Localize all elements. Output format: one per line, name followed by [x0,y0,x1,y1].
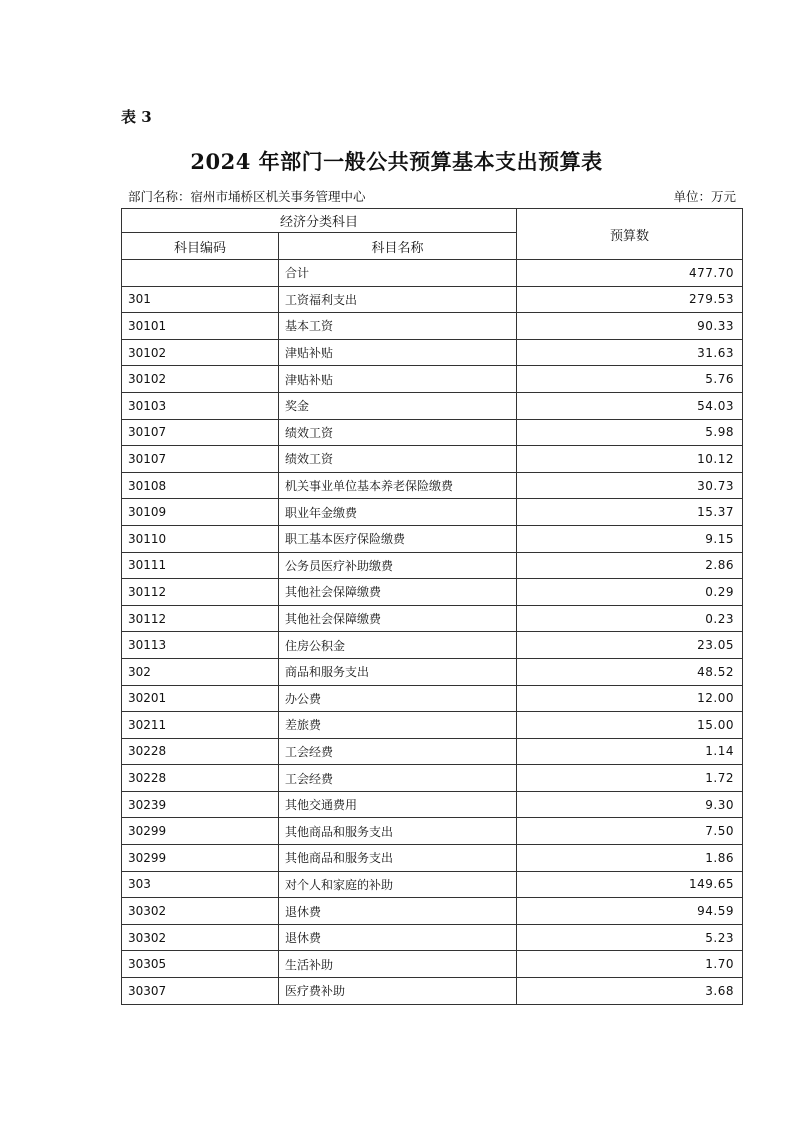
subject-name-cell: 津贴补贴 [279,366,517,393]
budget-amount-cell: 10.12 [517,446,743,473]
table-row [122,446,743,473]
table-row [122,286,743,313]
subject-name-cell: 其他社会保障缴费 [279,605,517,632]
table-row [122,712,743,739]
subject-code-cell: 301 [122,286,279,313]
budget-amount-cell: 9.30 [517,791,743,818]
subject-code-cell: 30108 [122,472,279,499]
budget-amount-cell: 23.05 [517,632,743,659]
table-row [122,260,743,287]
subject-code-cell: 30103 [122,392,279,419]
table-row [122,632,743,659]
subject-code-cell: 30113 [122,632,279,659]
subject-code-cell: 303 [122,871,279,898]
subject-name-cell: 绩效工资 [279,446,517,473]
subject-code-cell: 30110 [122,525,279,552]
budget-amount-cell: 48.52 [517,658,743,685]
subject-name-cell: 公务员医疗补助缴费 [279,552,517,579]
subject-name-cell: 工会经费 [279,765,517,792]
department-name: 部门名称：宿州市埇桥区机关事务管理中心 [128,189,366,204]
unit-label: 单位：万元 [673,189,736,204]
subject-name-cell: 其他交通费用 [279,791,517,818]
budget-amount-cell: 1.70 [517,951,743,978]
subject-code-cell: 30101 [122,313,279,340]
table-row [122,898,743,925]
subject-name-cell: 其他商品和服务支出 [279,845,517,872]
budget-amount-cell: 94.59 [517,898,743,925]
table-row [122,765,743,792]
document-meta [128,187,736,205]
table-row [122,951,743,978]
budget-amount-cell: 5.76 [517,366,743,393]
subject-name-cell: 奖金 [279,392,517,419]
table-row [122,845,743,872]
subject-name-cell: 工资福利支出 [279,286,517,313]
subject-name-cell: 工会经费 [279,738,517,765]
subject-code-cell: 30107 [122,419,279,446]
budget-amount-cell: 30.73 [517,472,743,499]
subject-code-cell: 30111 [122,552,279,579]
subject-name-cell: 其他社会保障缴费 [279,579,517,606]
subject-name-cell: 办公费 [279,685,517,712]
table-row [122,685,743,712]
header-row-group [122,209,743,233]
budget-amount-cell: 1.14 [517,738,743,765]
table-row [122,871,743,898]
budget-amount-cell: 54.03 [517,392,743,419]
table-row [122,658,743,685]
subject-code-cell: 30112 [122,579,279,606]
subject-code-cell: 30302 [122,924,279,951]
budget-amount-cell: 15.37 [517,499,743,526]
subject-code-cell: 30228 [122,738,279,765]
budget-table [121,208,743,1005]
budget-amount-cell: 31.63 [517,339,743,366]
subject-name-cell: 住房公积金 [279,632,517,659]
table-row [122,339,743,366]
budget-amount-cell: 9.15 [517,525,743,552]
budget-amount-cell: 0.23 [517,605,743,632]
subject-code-cell: 30211 [122,712,279,739]
budget-amount-cell: 477.70 [517,260,743,287]
subject-name-cell: 退休费 [279,924,517,951]
subject-code-cell: 30305 [122,951,279,978]
subject-name-cell: 职业年金缴费 [279,499,517,526]
table-row [122,499,743,526]
table-row [122,791,743,818]
table-row [122,818,743,845]
subject-name-cell: 商品和服务支出 [279,658,517,685]
subject-name-cell: 生活补助 [279,951,517,978]
subject-code-cell: 30228 [122,765,279,792]
subject-name-cell: 绩效工资 [279,419,517,446]
budget-amount-cell: 90.33 [517,313,743,340]
budget-amount-cell: 2.86 [517,552,743,579]
budget-amount-cell: 5.23 [517,924,743,951]
table-body [122,260,743,1005]
table-row [122,525,743,552]
header-economic-classification: 经济分类科目 [122,209,517,233]
subject-name-cell: 差旅费 [279,712,517,739]
subject-code-cell: 30109 [122,499,279,526]
table-row [122,924,743,951]
subject-name-cell: 津贴补贴 [279,339,517,366]
table-number-label: 表 3 [121,108,152,126]
table-row [122,552,743,579]
subject-code-cell: 30201 [122,685,279,712]
subject-code-cell: 302 [122,658,279,685]
table-row [122,472,743,499]
subject-name-cell: 其他商品和服务支出 [279,818,517,845]
subject-name-cell: 基本工资 [279,313,517,340]
table-row [122,419,743,446]
subject-name-cell: 机关事业单位基本养老保险缴费 [279,472,517,499]
table-row [122,738,743,765]
subject-name-cell: 医疗费补助 [279,978,517,1005]
budget-amount-cell: 1.72 [517,765,743,792]
subject-name-cell: 职工基本医疗保险缴费 [279,525,517,552]
budget-amount-cell: 12.00 [517,685,743,712]
subject-code-cell: 30107 [122,446,279,473]
subject-name-cell: 对个人和家庭的补助 [279,871,517,898]
subject-code-cell: 30102 [122,366,279,393]
table-row [122,605,743,632]
subject-code-cell: 30112 [122,605,279,632]
header-budget-amount: 预算数 [517,209,743,260]
budget-amount-cell: 5.98 [517,419,743,446]
budget-amount-cell: 149.65 [517,871,743,898]
budget-amount-cell: 3.68 [517,978,743,1005]
subject-code-cell: 30307 [122,978,279,1005]
table-row [122,579,743,606]
subject-code-cell: 30299 [122,845,279,872]
budget-amount-cell: 7.50 [517,818,743,845]
subject-code-cell: 30239 [122,791,279,818]
budget-amount-cell: 15.00 [517,712,743,739]
subject-code-cell: 30102 [122,339,279,366]
table-row [122,978,743,1005]
subject-code-cell: 30302 [122,898,279,925]
table-row [122,313,743,340]
table-row [122,392,743,419]
subject-code-cell: 30299 [122,818,279,845]
subject-name-cell: 合计 [279,260,517,287]
header-subject-code: 科目编码 [122,233,279,260]
subject-name-cell: 退休费 [279,898,517,925]
table-row [122,366,743,393]
budget-amount-cell: 279.53 [517,286,743,313]
header-subject-name: 科目名称 [279,233,517,260]
document-title: 2024 年部门一般公共预算基本支出预算表 [190,149,603,174]
budget-amount-cell: 1.86 [517,845,743,872]
budget-amount-cell: 0.29 [517,579,743,606]
subject-code-cell [122,260,279,287]
